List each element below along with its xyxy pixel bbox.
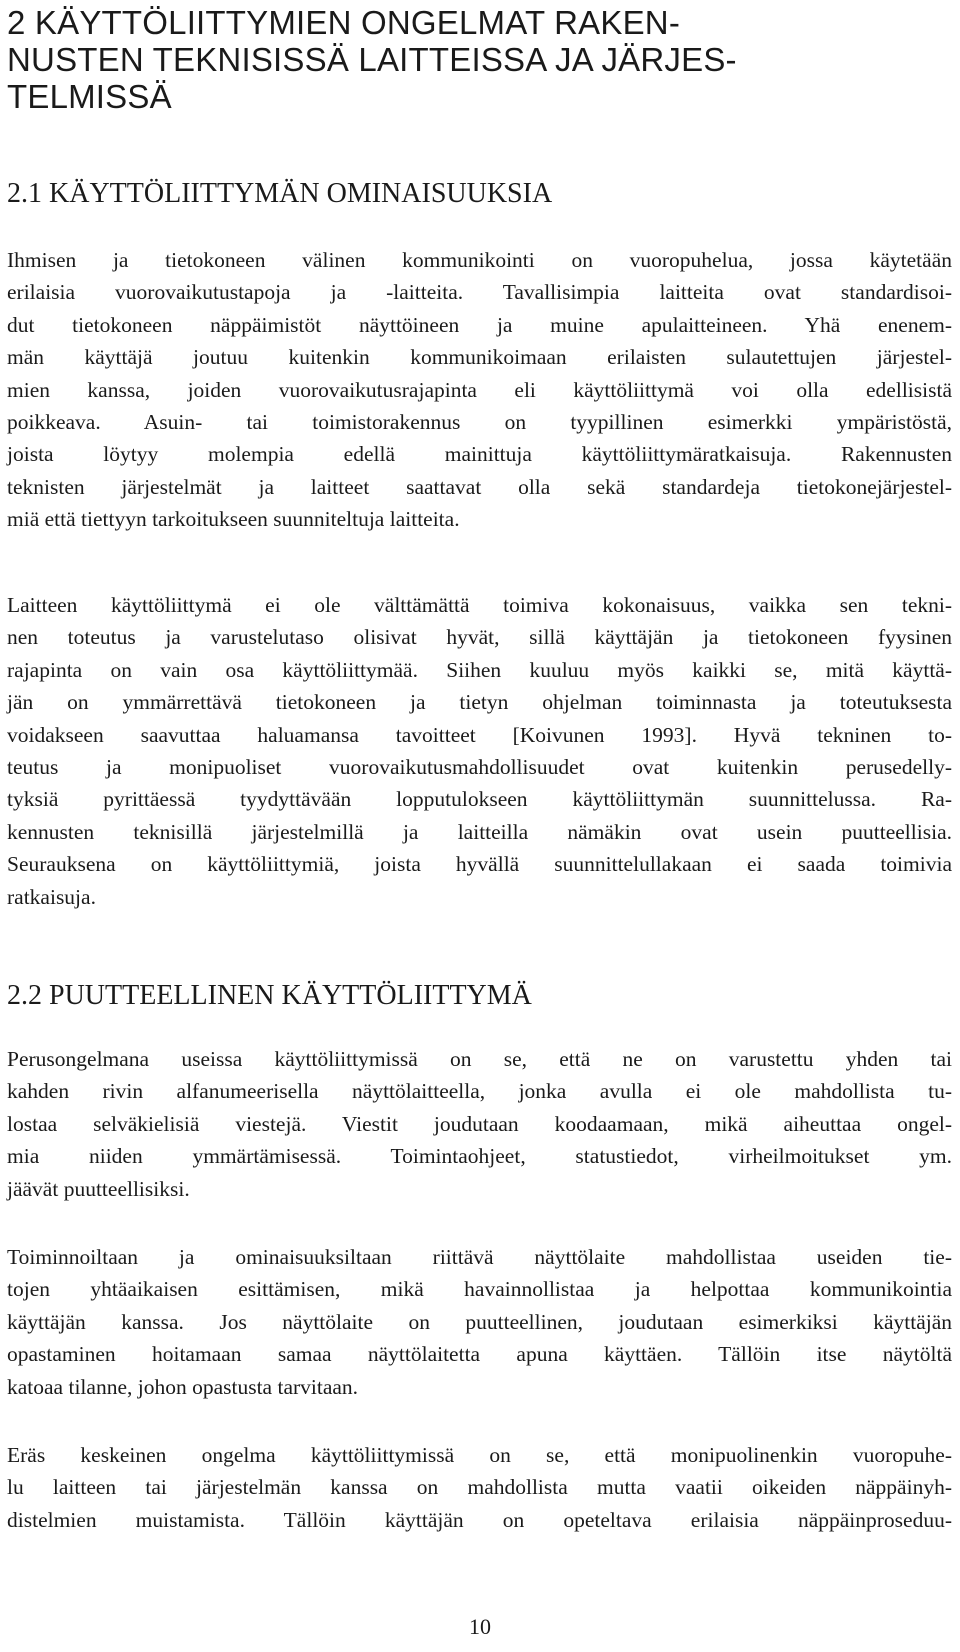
text-line: dut tietokoneen näppäimistöt näyttöineen ja muine apulaitteineen. Yhä enenem- xyxy=(7,312,952,337)
text-line: Ihmisen ja tietokoneen välinen kommunikointi on vuoropuhelua, jossa käytetään xyxy=(7,248,952,272)
text-line: katoaa tilanne, johon opastusta tarvitaan. xyxy=(7,1374,359,1399)
text-line: joista löytyy molempia edellä mainittuja käyttöliittymäratkaisuja. Rakennusten xyxy=(7,442,952,467)
text-line: ratkaisuja. xyxy=(7,884,96,909)
text-line: kahden rivin alfanumeerisella näyttölaitteella, jonka avulla ei ole mahdollista tu- xyxy=(7,1079,952,1104)
paragraph xyxy=(7,1241,952,1403)
text-line: Seurauksena on käyttöliittymiä, joista hyvällä suunnittelullakaan ei saada toimivia xyxy=(7,852,952,877)
text-line: Laitteen käyttöliittymä ei ole välttämättä toimiva kokonaisuus, vaikka sen tekni- xyxy=(7,593,952,617)
paragraph xyxy=(7,1043,952,1205)
text-line: män käyttäjä joutuu kuitenkin kommunikoimaan erilaisten sulautettujen järjestel- xyxy=(7,345,952,370)
chapter-title-line: TELMISSÄ xyxy=(7,78,172,115)
text-line: Perusongelmana useissa käyttöliittymissä on se, että ne on varustettu yhden tai xyxy=(7,1047,952,1071)
text-line: jän on ymmärrettävä tietokoneen ja tietyn ohjelman toiminnasta ja toteutuksesta xyxy=(7,690,952,715)
text-line: voidakseen saavuttaa haluamansa tavoitteet [Koivunen 1993]. Hyvä tekninen to- xyxy=(7,722,952,747)
section-heading: 2.2 PUUTTEELLINEN KÄYTTÖLIITTYMÄ xyxy=(7,980,532,1011)
text-line: lostaa selväkielisiä viestejä. Viestit joudutaan koodaamaan, mikä aiheuttaa ongel- xyxy=(7,1111,952,1136)
chapter-title-line: 2 KÄYTTÖLIITTYMIEN ONGELMAT RAKEN- xyxy=(7,4,681,41)
text-line: poikkeava. Asuin- tai toimistorakennus on tyypillinen esimerkki ympäristöstä, xyxy=(7,410,952,435)
text-line: kennusten teknisillä järjestelmillä ja laitteilla nämäkin ovat usein puutteellisia. xyxy=(7,819,952,844)
text-line: teutus ja monipuoliset vuorovaikutusmahdollisuudet ovat kuitenkin perusedelly- xyxy=(7,755,952,780)
text-line: tojen yhtäaikaisen esittämisen, mikä havainnollistaa ja helpottaa kommunikointia xyxy=(7,1277,952,1302)
text-line: miä että tiettyyn tarkoitukseen suunniteltuja laitteita. xyxy=(7,507,460,532)
paragraph xyxy=(7,589,952,913)
chapter-title-line: NUSTEN TEKNISISSÄ LAITTEISSA JA JÄRJES- xyxy=(7,41,737,78)
text-line: distelmien muistamista. Tällöin käyttäjän on opeteltava erilaisia näppäinproseduu- xyxy=(7,1507,952,1532)
text-line: opastaminen hoitamaan samaa näyttölaitetta apuna käyttäen. Tällöin itse näytöltä xyxy=(7,1342,952,1367)
text-line: lu laitteen tai järjestelmän kanssa on mahdollista mutta vaatii oikeiden näppäinyh- xyxy=(7,1475,952,1500)
paragraph xyxy=(7,244,952,536)
text-line: nen toteutus ja varustelutaso olisivat hyvät, sillä käyttäjän ja tietokoneen fyysinen xyxy=(7,625,952,650)
paragraph xyxy=(7,1439,952,1536)
text-line: tyksiä pyrittäessä tyydyttävään lopputulokseen käyttöliittymän suunnittelussa. Ra- xyxy=(7,787,952,812)
text-line: Toiminnoiltaan ja ominaisuuksiltaan riittävä näyttölaite mahdollistaa useiden tie- xyxy=(7,1245,952,1269)
page-number: 10 xyxy=(469,1614,491,1639)
chapter-title xyxy=(7,4,952,115)
text-line: jäävät puutteellisiksi. xyxy=(7,1176,190,1201)
text-line: teknisten järjestelmät ja laitteet saattavat olla sekä standardeja tietokonejärjestel- xyxy=(7,474,952,499)
section-heading: 2.1 KÄYTTÖLIITTYMÄN OMINAISUUKSIA xyxy=(7,178,553,209)
text-line: mia niiden ymmärtämisessä. Toimintaohjeet, statustiedot, virheilmoitukset ym. xyxy=(7,1144,952,1169)
text-line: rajapinta on vain osa käyttöliittymää. Siihen kuuluu myös kaikki se, mitä käyttä- xyxy=(7,657,952,682)
text-line: mien kanssa, joiden vuorovaikutusrajapinta eli käyttöliittymä voi olla edellisistä xyxy=(7,377,952,402)
text-line: Eräs keskeinen ongelma käyttöliittymissä on se, että monipuolinenkin vuoropuhe- xyxy=(7,1443,952,1467)
text-line: erilaisia vuorovaikutustapoja ja -laitteita. Tavallisimpia laitteita ovat standardisoi- xyxy=(7,280,952,305)
text-line: käyttäjän kanssa. Jos näyttölaite on puutteellinen, joudutaan esimerkiksi käyttäjän xyxy=(7,1309,952,1334)
